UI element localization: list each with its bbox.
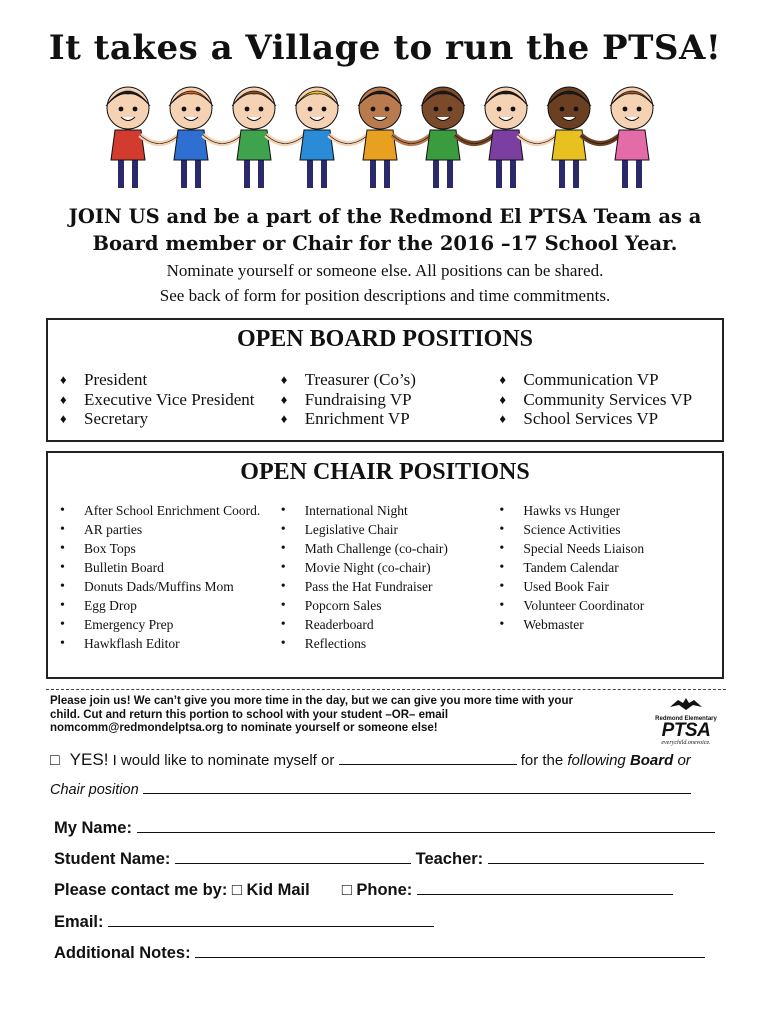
chair-column-3 — [487, 501, 722, 653]
chair-position-item: • Webmaster — [487, 615, 722, 634]
chair-position-item: • Donuts Dads/Muffins Mom — [48, 577, 269, 596]
chair-position-item: • Math Challenge (co-chair) — [269, 539, 488, 558]
chair-position-item: • AR parties — [48, 520, 269, 539]
board-position-item: ♦ Enrichment VP — [269, 409, 488, 429]
logo-tagline: everychild.onevoice. — [661, 740, 711, 746]
chair-position-item: • Bulletin Board — [48, 558, 269, 577]
board-position-item: ♦ Secretary — [48, 409, 269, 429]
board-position-item: ♦ Community Services VP — [487, 390, 722, 410]
chair-position-item: • Readerboard — [269, 615, 488, 634]
chair-position-item: • International Night — [269, 501, 488, 520]
logo-ptsa-text: PTSA — [661, 720, 711, 741]
student-line — [54, 848, 704, 869]
chair-position-label: Chair position — [50, 782, 143, 798]
kid-mail-checkbox[interactable]: □ — [231, 881, 242, 899]
instructions — [0, 258, 770, 308]
email-label: Email: — [54, 913, 109, 931]
chair-position-item: • Special Needs Liaison — [487, 539, 722, 558]
following-text: following — [567, 752, 626, 769]
chair-position-item: • Popcorn Sales — [269, 596, 488, 615]
chair-position-item: • After School Enrichment Coord. — [48, 501, 269, 520]
yes-checkbox[interactable]: □ — [50, 752, 60, 769]
email-field[interactable] — [108, 911, 434, 927]
my-name-field[interactable] — [137, 817, 715, 833]
nominate-text: I would like to nominate myself or — [108, 752, 339, 769]
email-line — [54, 911, 434, 932]
student-name-field[interactable] — [175, 848, 411, 864]
board-position-item: ♦ School Services VP — [487, 409, 722, 429]
or-word: or — [673, 752, 691, 769]
chair-position-item: • Emergency Prep — [48, 615, 269, 634]
board-positions-columns — [48, 370, 722, 429]
yes-label: YES! — [69, 750, 109, 769]
chair-position-item: • Movie Night (co-chair) — [269, 558, 488, 577]
board-word: Board — [629, 752, 674, 769]
my-name-line — [54, 817, 715, 838]
chair-position-field[interactable] — [143, 780, 691, 794]
notes-field[interactable] — [195, 942, 705, 958]
instructions-line-2: See back of form for position descriptions and time commitments. — [159, 286, 611, 305]
board-column-2 — [269, 370, 488, 429]
join-line-1: JOIN US and be a part of the Redmond El PTSA Team as a — [68, 205, 702, 228]
chair-column-1 — [48, 501, 269, 653]
board-position-item: ♦ Fundraising VP — [269, 390, 488, 410]
notes-label: Additional Notes: — [54, 944, 196, 962]
chair-positions-heading: OPEN CHAIR POSITIONS — [240, 459, 530, 485]
board-column-3 — [487, 370, 722, 429]
chair-position-item: • Hawks vs Hunger — [487, 501, 722, 520]
children-holding-hands-illustration — [100, 80, 670, 192]
chair-position-item: • Pass the Hat Fundraiser — [269, 577, 488, 596]
nomination-line — [50, 750, 691, 770]
chair-column-2 — [269, 501, 488, 653]
nominee-name-field[interactable] — [339, 751, 517, 765]
teacher-field[interactable] — [488, 848, 704, 864]
instructions-line-1: Nominate yourself or someone else. All positions can be shared. — [166, 261, 604, 280]
page-title: It takes a Village to run the PTSA! — [48, 28, 722, 68]
chair-position-item: • Egg Drop — [48, 596, 269, 615]
cut-line — [46, 689, 726, 690]
student-name-label: Student Name: — [54, 850, 176, 868]
ptsa-logo — [655, 697, 717, 753]
phone-checkbox[interactable]: □ — [341, 881, 352, 899]
chair-position-item: • Tandem Calendar — [487, 558, 722, 577]
notes-line — [54, 942, 705, 963]
hawk-icon — [669, 697, 703, 711]
logo-school-name: Redmond Elementary — [655, 716, 717, 722]
board-position-item: ♦ Treasurer (Co’s) — [269, 370, 488, 390]
phone-label: Phone: — [351, 881, 417, 899]
for-the-text: for the — [516, 752, 568, 769]
join-line-2: Board member or Chair for the 2016 –17 School Year. — [92, 232, 678, 255]
kid-mail-label: Kid Mail — [241, 881, 310, 899]
chair-position-item: • Reflections — [269, 634, 488, 653]
board-positions-heading: OPEN BOARD POSITIONS — [236, 326, 534, 352]
chair-positions-columns — [48, 501, 722, 653]
board-column-1 — [48, 370, 269, 429]
return-instructions — [50, 695, 640, 736]
chair-position-item: • Volunteer Coordinator — [487, 596, 722, 615]
teacher-label: Teacher: — [411, 850, 488, 868]
my-name-label: My Name: — [54, 819, 137, 837]
return-instructions-line-3: nomcomm@redmondelptsa.org to nominate yourself or someone else! — [50, 722, 438, 734]
return-instructions-line-2: child. Cut and return this portion to school with your student –OR– email — [50, 708, 449, 721]
contact-label: Please contact me by: — [54, 881, 232, 899]
chair-position-item: • Science Activities — [487, 520, 722, 539]
chair-position-item: • Hawkflash Editor — [48, 634, 269, 653]
board-position-item: ♦ Communication VP — [487, 370, 722, 390]
board-position-item: ♦ Executive Vice President — [48, 390, 269, 410]
phone-field[interactable] — [417, 879, 673, 895]
join-heading — [0, 203, 770, 257]
chair-position-line — [50, 780, 691, 798]
chair-position-item: • Used Book Fair — [487, 577, 722, 596]
chair-position-item: • Box Tops — [48, 539, 269, 558]
board-positions-box — [46, 318, 724, 442]
board-position-item: ♦ President — [48, 370, 269, 390]
chair-position-item: • Legislative Chair — [269, 520, 488, 539]
chair-positions-box — [46, 451, 724, 679]
return-instructions-line-1: Please join us! We can’t give you more time in the day, but we can give you more time with your — [50, 695, 573, 707]
contact-line — [54, 879, 673, 900]
